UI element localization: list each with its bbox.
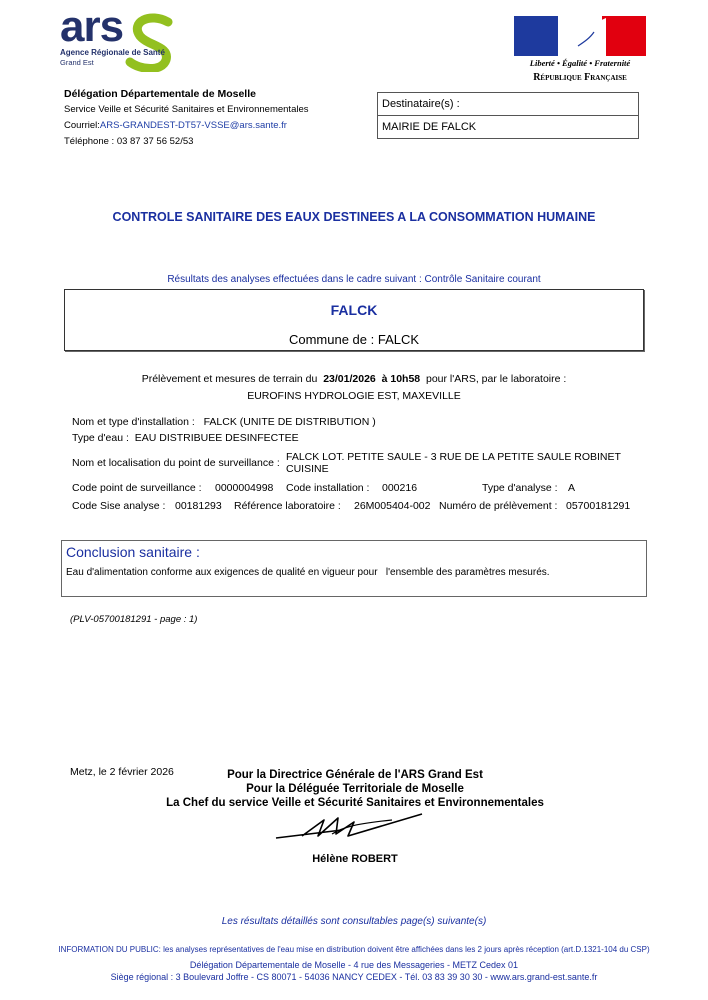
point-label: Nom et localisation du point de surveillance : xyxy=(72,457,280,469)
conclusion-box xyxy=(61,540,647,597)
sampling-time: à 10h58 xyxy=(381,373,421,385)
ars-s-swoosh-icon xyxy=(120,12,180,72)
installation-row xyxy=(72,416,376,428)
email-label: Courriel: xyxy=(64,120,100,131)
recipient-label: Destinataire(s) : xyxy=(378,93,638,116)
code-install-label: Code installation : xyxy=(286,482,370,494)
marianne-icon xyxy=(550,16,610,56)
signature-line-3: La Chef du service Veille et Sécurité Sanitaires et Environnementales xyxy=(166,797,544,809)
laboratory-name: EUROFINS HYDROLOGIE EST, MAXEVILLE xyxy=(247,390,461,402)
signature-line-2: Pour la Déléguée Territoriale de Moselle xyxy=(246,783,464,795)
commune-name: FALCK xyxy=(330,302,378,318)
ars-logo-wordmark: ars xyxy=(60,2,124,51)
footer-address xyxy=(0,959,708,983)
lab-ref-value: 26M005404-002 xyxy=(354,500,431,512)
recipient-box xyxy=(377,92,639,139)
sample-number-value: 05700181291 xyxy=(566,500,631,512)
sampling-prefix: Prélèvement et mesures de terrain du xyxy=(141,373,318,385)
footer-results-note: Les résultats détaillés sont consultables page(s) suivante(s) xyxy=(221,916,487,927)
commune-line: Commune de : FALCK xyxy=(288,332,420,347)
conclusion-title: Conclusion sanitaire : xyxy=(66,544,200,560)
sender-office: Délégation Départementale de Moselle xyxy=(64,88,256,100)
republique-francaise-logo xyxy=(514,16,646,86)
conclusion-text: Eau d'alimentation conforme aux exigences de qualité en vigueur pour l'ensemble des paramètres mesurés. xyxy=(66,567,550,578)
point-value xyxy=(286,451,621,475)
sampling-date: 23/01/2026 xyxy=(323,373,376,385)
analysis-type-label: Type d'analyse : xyxy=(482,482,558,494)
installation-value: FALCK (UNITE DE DISTRIBUTION ) xyxy=(203,416,376,428)
water-type-label: Type d'eau : xyxy=(72,432,129,444)
analysis-context: Résultats des analyses effectuées dans le cadre suivant : Contrôle Sanitaire courant xyxy=(167,274,541,285)
plv-reference: (PLV-05700181291 - page : 1) xyxy=(70,614,198,625)
analysis-type-value: A xyxy=(568,482,576,494)
rf-name: République Française xyxy=(533,72,627,83)
commune-box xyxy=(64,289,644,351)
installation-label: Nom et type d'installation : xyxy=(72,416,195,428)
document-title: CONTROLE SANITAIRE DES EAUX DESTINEES A LA CONSOMMATION HUMAINE xyxy=(112,210,596,224)
ars-logo xyxy=(58,2,183,80)
sender-service: Service Veille et Sécurité Sanitaires et Environnementales xyxy=(64,104,309,115)
recipient-value: MAIRIE DE FALCK xyxy=(382,121,477,133)
sise-value: 00181293 xyxy=(175,500,222,512)
ars-region-label: Grand Est xyxy=(60,58,94,67)
sender-email-line xyxy=(64,118,309,134)
signatory-name: Hélène ROBERT xyxy=(312,853,398,865)
sampling-suffix: pour l'ARS, par le laboratoire : xyxy=(425,373,567,385)
footer-public-info: INFORMATION DU PUBLIC: les analyses représentatives de l'eau mise en distribution doivent être affichées dans les 2 jours après réception (art.D.1321-104 du CSP) xyxy=(58,945,650,954)
rf-motto: Liberté • Égalité • Fraternité xyxy=(529,58,631,68)
sise-label: Code Sise analyse : xyxy=(72,500,166,512)
sender-phone: Téléphone : 03 87 37 56 52/53 xyxy=(64,136,194,147)
ars-agency-label: Agence Régionale de Santé xyxy=(60,48,165,57)
point-value-line-2: CUISINE xyxy=(286,463,329,475)
point-value-line-1: FALCK LOT. PETITE SAULE - 3 RUE DE LA PETITE SAULE ROBINET xyxy=(286,451,621,463)
code-point-label: Code point de surveillance : xyxy=(72,482,202,494)
handwritten-signature xyxy=(272,808,432,848)
code-install-value: 000216 xyxy=(382,482,418,494)
signature-date: Metz, le 2 février 2026 xyxy=(70,766,174,778)
water-type-row xyxy=(72,432,299,444)
footer-address-line-1: Délégation Départementale de Moselle - 4 rue des Messageries - METZ Cedex 01 xyxy=(189,960,519,970)
signature-line-1: Pour la Directrice Générale de l'ARS Grand Est xyxy=(227,769,483,781)
sender-block xyxy=(64,86,309,150)
email-link[interactable]: ARS-GRANDEST-DT57-VSSE@ars.sante.fr xyxy=(99,120,287,131)
sample-number-label: Numéro de prélèvement : xyxy=(439,500,558,512)
footer-address-line-2: Siège régional : 3 Boulevard Joffre - CS 80071 - 54036 NANCY CEDEX - Tél. 03 83 39 30 30 - www.ars.grand-est.sante.fr xyxy=(110,972,598,982)
lab-ref-label: Référence laboratoire : xyxy=(234,500,341,512)
code-point-value: 0000004998 xyxy=(215,482,274,494)
sampling-line xyxy=(0,373,708,385)
water-type-value: EAU DISTRIBUEE DESINFECTEE xyxy=(134,432,299,444)
